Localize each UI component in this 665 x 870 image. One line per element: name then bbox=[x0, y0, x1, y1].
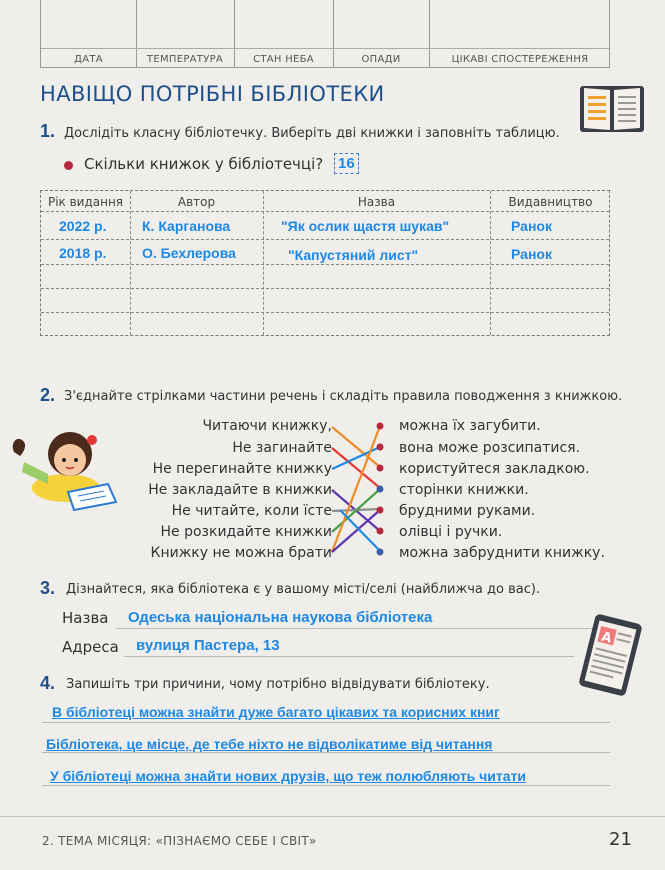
reason-3: У бібліотеці можна знайти нових друзів, що теж полюбляють читати bbox=[50, 768, 527, 784]
matching-lines bbox=[300, 410, 400, 570]
match-line bbox=[332, 447, 380, 469]
answer-line bbox=[42, 785, 610, 786]
dot-icon bbox=[377, 549, 384, 556]
library-address-answer: вулиця Пастера, 13 bbox=[136, 637, 280, 654]
page-title: НАВІЩО ПОТРІБНІ БІБЛІОТЕКИ bbox=[40, 82, 385, 106]
left-sentence-1: Читаючи книжку, bbox=[202, 418, 332, 434]
task-3-text: Дізнайтеся, яка бібліотека є у вашому місті/селі (найближча до вас). bbox=[66, 582, 541, 597]
book-count-answer: 16 bbox=[334, 153, 359, 174]
right-sentence-1: можна їх загубити. bbox=[399, 418, 541, 434]
task-2-text: З'єднайте стрілками частини речень і складіть правила поводження з книжкою. bbox=[64, 389, 623, 404]
dot-icon bbox=[377, 528, 384, 535]
right-sentence-5: брудними руками. bbox=[399, 503, 536, 519]
footer-divider bbox=[0, 816, 665, 817]
answer-line bbox=[116, 628, 602, 629]
table-divider bbox=[41, 211, 609, 212]
tablet-icon bbox=[576, 612, 644, 702]
dot-icon bbox=[377, 423, 384, 430]
girl-reading-illustration bbox=[8, 422, 120, 512]
book-2-publisher: Ранок bbox=[511, 246, 552, 262]
task-1-number: 1. bbox=[40, 121, 56, 141]
svg-text:A: A bbox=[599, 629, 614, 647]
book-icon bbox=[578, 80, 646, 136]
task-2-number: 2. bbox=[40, 385, 56, 405]
right-sentence-3: користуйтеся закладкою. bbox=[399, 461, 590, 477]
column-header-publisher: Видавництво bbox=[508, 195, 593, 209]
left-sentence-5: Не читайте, коли їсте bbox=[171, 503, 332, 519]
column-header-year: Рік видання bbox=[47, 195, 124, 209]
left-sentence-3: Не перегинайте книжку bbox=[152, 461, 332, 477]
task-4-text: Запишіть три причини, чому потрібно відвідувати бібліотеку. bbox=[66, 677, 490, 692]
book-2-year: 2018 р. bbox=[59, 245, 107, 261]
book-1-year: 2022 р. bbox=[59, 218, 107, 234]
footer-topic: 2. ТЕМА МІСЯЦЯ: «ПІЗНАЄМО СЕБЕ І СВІТ» bbox=[42, 834, 317, 848]
left-sentence-7: Книжку не можна брати bbox=[150, 545, 332, 561]
weather-header-date: ДАТА bbox=[74, 54, 103, 65]
weather-header-sky: СТАН НЕБА bbox=[253, 54, 314, 65]
table-divider bbox=[41, 48, 609, 49]
right-sentence-4: сторінки книжки. bbox=[399, 482, 529, 498]
right-sentence-6: олівці і ручки. bbox=[399, 524, 503, 540]
book-count-question: Скільки книжок у бібліотечці? bbox=[84, 155, 324, 173]
dot-icon bbox=[377, 444, 384, 451]
left-sentence-2: Не загинайте bbox=[232, 440, 332, 456]
answer-line bbox=[42, 722, 610, 723]
library-name-label: Назва bbox=[62, 609, 109, 627]
book-2-title: "Капустяний лист" bbox=[288, 247, 419, 263]
right-sentence-7: можна забруднити книжку. bbox=[399, 545, 605, 561]
task-1-text: Дослідіть класну бібліотечку. Виберіть дві книжки і заповніть таблицю. bbox=[64, 126, 560, 141]
table-divider bbox=[490, 191, 491, 335]
column-header-title: Назва bbox=[357, 195, 396, 209]
dot-icon bbox=[377, 507, 384, 514]
table-divider bbox=[41, 264, 609, 265]
reason-2: Бібліотека, це місце, де тебе ніхто не відволікатиме від читання bbox=[46, 736, 493, 752]
table-divider bbox=[41, 312, 609, 313]
task-3-number: 3. bbox=[40, 578, 56, 598]
reason-1: В бібліотеці можна знайти дуже багато цікавих та корисних книг bbox=[52, 704, 500, 720]
book-2-author: О. Бехлерова bbox=[142, 245, 236, 261]
task-4-number: 4. bbox=[40, 673, 56, 693]
books-table bbox=[40, 190, 610, 336]
book-1-title: "Як ослик щастя шукав" bbox=[281, 218, 450, 234]
table-divider bbox=[263, 191, 264, 335]
bullet-icon bbox=[64, 161, 73, 170]
book-1-author: К. Карганова bbox=[142, 218, 231, 234]
table-divider bbox=[41, 288, 609, 289]
weather-header-precipitation: ОПАДИ bbox=[361, 54, 401, 65]
weather-header-observations: ЦІКАВІ СПОСТЕРЕЖЕННЯ bbox=[451, 54, 589, 65]
left-sentence-6: Не розкидайте книжки bbox=[160, 524, 332, 540]
dot-icon bbox=[377, 486, 384, 493]
library-address-label: Адреса bbox=[62, 638, 119, 656]
left-sentence-4: Не закладайте в книжки bbox=[148, 482, 332, 498]
book-1-publisher: Ранок bbox=[511, 218, 552, 234]
right-sentence-2: вона може розсипатися. bbox=[399, 440, 581, 456]
answer-line bbox=[42, 752, 610, 753]
table-divider bbox=[130, 191, 131, 335]
answer-line bbox=[124, 656, 574, 657]
library-name-answer: Одеська національна наукова бібліотека bbox=[128, 609, 433, 626]
match-line bbox=[332, 426, 380, 552]
dot-icon bbox=[377, 465, 384, 472]
page-number: 21 bbox=[609, 829, 632, 850]
column-header-author: Автор bbox=[177, 195, 216, 209]
weather-header-temperature: ТЕМПЕРАТУРА bbox=[146, 54, 224, 65]
match-line bbox=[332, 448, 380, 488]
weather-table bbox=[40, 0, 610, 68]
table-divider bbox=[41, 239, 609, 240]
